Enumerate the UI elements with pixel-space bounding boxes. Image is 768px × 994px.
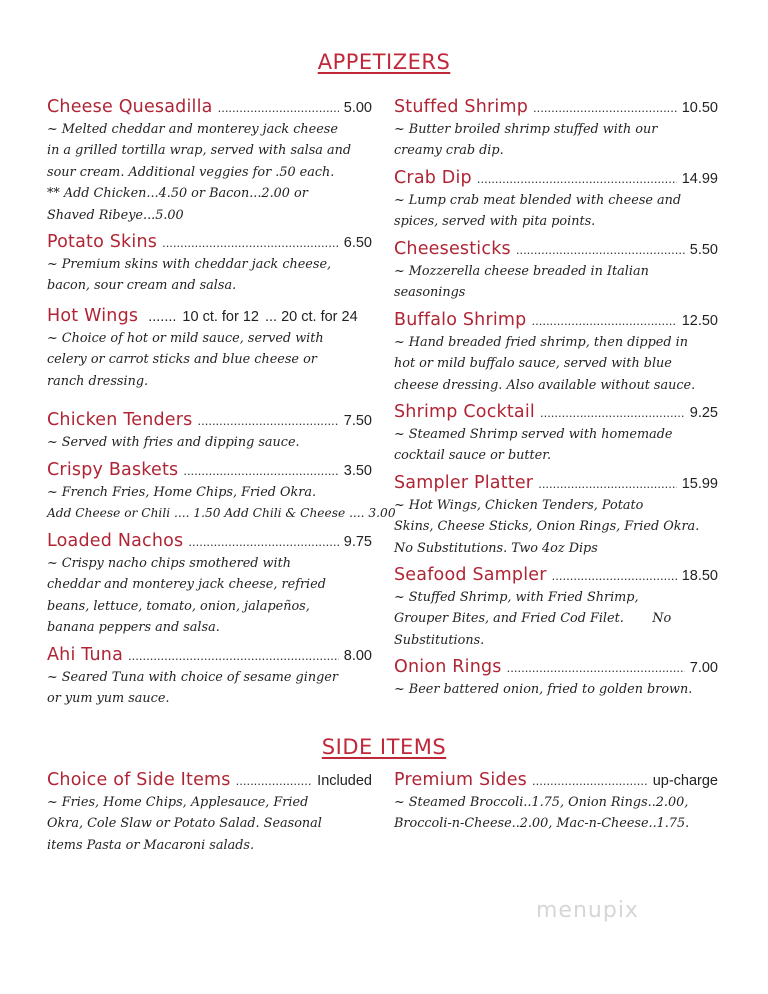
item-name: Cheesesticks xyxy=(394,239,511,259)
item-name: Onion Rings xyxy=(394,657,502,677)
item-price: 6.50 xyxy=(343,235,372,251)
item-name: Shrimp Cocktail xyxy=(394,402,535,422)
menu-item-crab-dip xyxy=(394,168,718,233)
item-name: Hot Wings xyxy=(47,306,139,326)
item-price: 3.50 xyxy=(343,463,372,479)
menu-item-onion-rings xyxy=(394,657,718,700)
item-description: ~ Mozzerella cheese breaded in Italian seasonings xyxy=(394,264,649,301)
item-name: Chicken Tenders xyxy=(47,410,193,430)
menu-item-potato-skins xyxy=(47,232,372,297)
item-price: 9.25 xyxy=(689,405,718,421)
item-name: Ahi Tuna xyxy=(47,645,124,665)
item-name: Stuffed Shrimp xyxy=(394,97,529,117)
item-description: ~ French Fries, Home Chips, Fried Okra. Add Cheese or Chili .... 1.50 Add Chili & Cheese .... 3.00 xyxy=(47,485,396,521)
item-price: 18.50 xyxy=(681,568,718,584)
item-description: ~ Seared Tuna with choice of sesame ginger or yum yum sauce. xyxy=(47,670,338,707)
item-name: Cheese Quesadilla xyxy=(47,97,213,117)
menu-item-choice-of-sides xyxy=(47,770,372,856)
item-description: ~ Hand breaded fried shrimp, then dipped in hot or mild buffalo sauce, served with blue cheese dressing. Also available without sauce. xyxy=(394,335,696,393)
item-price: 8.00 xyxy=(343,648,372,664)
item-name: Seafood Sampler xyxy=(394,565,547,585)
wings-option-10: 10 ct. for 12 xyxy=(182,309,259,325)
menu-item-cheesesticks xyxy=(394,239,718,304)
item-name: Potato Skins xyxy=(47,232,158,252)
menu-item-buffalo-shrimp xyxy=(394,310,718,396)
menu-item-chicken-tenders xyxy=(47,410,372,453)
menu-item-premium-sides xyxy=(394,770,718,835)
item-name: Choice of Side Items xyxy=(47,770,231,790)
side-items-title: SIDE ITEMS xyxy=(321,735,447,759)
item-name: Premium Sides xyxy=(394,770,527,790)
item-description: ~ Melted cheddar and monterey jack cheese in a grilled tortilla wrap, served with salsa and sour cream. Additional veggies for .50 each. ** Add Chicken...4.50 or Bacon...2.00 or Shaved Ribeye...5.00 xyxy=(47,122,352,223)
item-description: ~ Choice of hot or mild sauce, served with celery or carrot sticks and blue cheese or ranch dressing. xyxy=(47,331,324,389)
item-name: Sampler Platter xyxy=(394,473,534,493)
menu-item-crispy-baskets xyxy=(47,460,396,525)
item-description: ~ Premium skins with cheddar jack cheese, bacon, sour cream and salsa. xyxy=(47,257,332,294)
menu-item-sampler-platter xyxy=(394,473,718,559)
item-description: ~ Lump crab meat blended with cheese and spices, served with pita points. xyxy=(394,193,682,230)
item-description: ~ Served with fries and dipping sauce. xyxy=(47,435,300,450)
item-description: ~ Steamed Shrimp served with homemade cocktail sauce or butter. xyxy=(394,427,673,464)
item-description: ~ Beer battered onion, fried to golden brown. xyxy=(394,682,693,697)
item-price: 5.50 xyxy=(689,242,718,258)
wings-option-20: ... 20 ct. for 24 xyxy=(264,309,358,325)
item-name: Crispy Baskets xyxy=(47,460,179,480)
item-name: Buffalo Shrimp xyxy=(394,310,527,330)
item-price: 7.50 xyxy=(343,413,372,429)
menu-item-stuffed-shrimp xyxy=(394,97,718,162)
item-description: ~ Fries, Home Chips, Applesauce, Fried Okra, Cole Slaw or Potato Salad. Seasonal items Pasta or Macaroni salads. xyxy=(47,795,322,853)
appetizers-title: APPETIZERS xyxy=(317,50,451,74)
item-name: Loaded Nachos xyxy=(47,531,184,551)
item-price: 7.00 xyxy=(689,660,718,676)
menu-item-seafood-sampler xyxy=(394,565,718,651)
menu-item-cheese-quesadilla xyxy=(47,97,372,226)
watermark-logo: menupix xyxy=(536,898,639,923)
item-price: up-charge xyxy=(652,773,718,789)
item-price: 14.99 xyxy=(681,171,718,187)
item-name: Crab Dip xyxy=(394,168,472,188)
menu-item-hot-wings: Hot Wings ....... 10 ct. for 12 ... 20 ct. for 24 ~ Choice of hot or mild sauce, served with celery or carrot sticks and blue cheese or ranch dressing. xyxy=(47,306,372,392)
item-description: ~ Stuffed Shrimp, with Fried Shrimp, Grouper Bites, and Fried Cod Filet. No Substitutions. xyxy=(394,590,672,648)
menu-item-ahi-tuna xyxy=(47,645,372,710)
item-price: 10.50 xyxy=(681,100,718,116)
item-description: ~ Steamed Broccoli..1.75, Onion Rings..2.00, Broccoli-n-Cheese..2.00, Mac-n-Cheese..1.75. xyxy=(394,795,690,832)
item-price: 5.00 xyxy=(343,100,372,116)
menu-item-loaded-nachos xyxy=(47,531,372,639)
item-price: 9.75 xyxy=(343,534,372,550)
menu-item-shrimp-cocktail xyxy=(394,402,718,467)
item-price: Included xyxy=(317,773,372,789)
item-description: ~ Crispy nacho chips smothered with cheddar and monterey jack cheese, refried beans, lettuce, tomato, onion, jalapeños, banana peppers and salsa. xyxy=(47,556,326,636)
item-description: ~ Butter broiled shrimp stuffed with our creamy crab dip. xyxy=(394,122,658,159)
item-price: 15.99 xyxy=(681,476,718,492)
item-description: ~ Hot Wings, Chicken Tenders, Potato Skins, Cheese Sticks, Onion Rings, Fried Okra. No Substitutions. Two 4oz Dips xyxy=(394,498,700,556)
item-price: 12.50 xyxy=(681,313,718,329)
